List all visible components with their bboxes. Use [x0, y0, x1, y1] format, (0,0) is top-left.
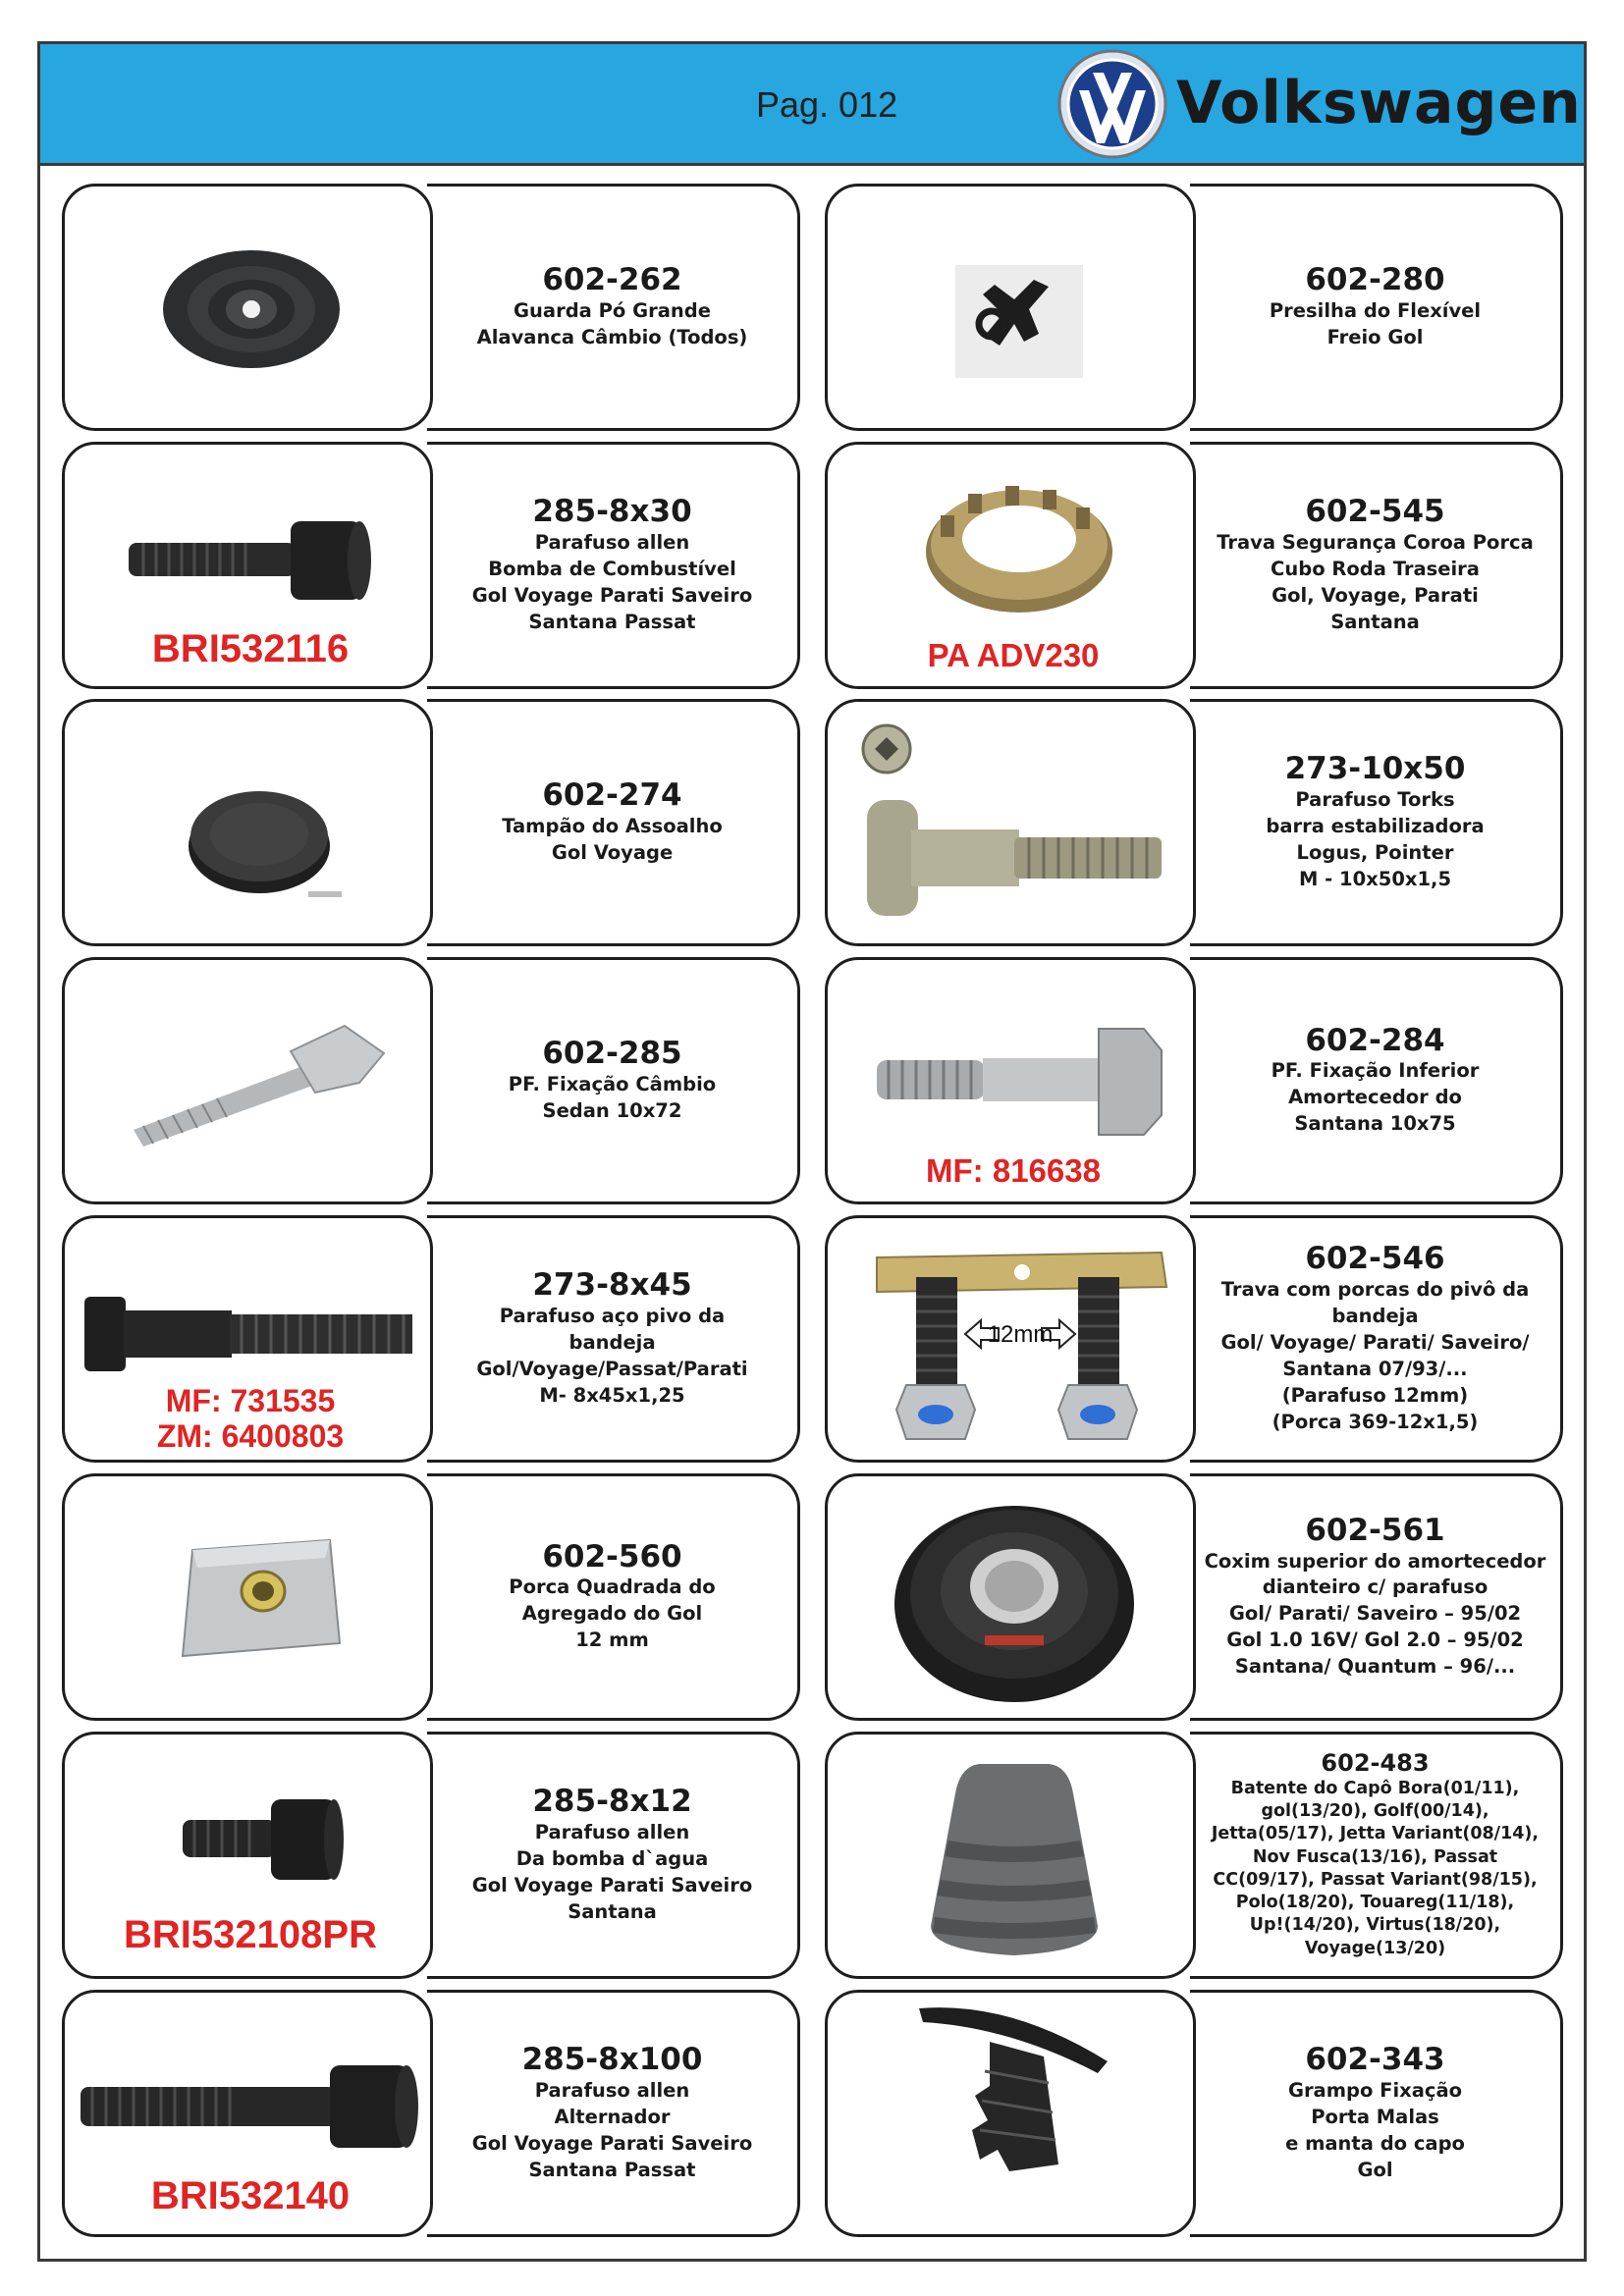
product-code: 602-274 — [542, 777, 682, 814]
product-desc-line: gol(13/20), Golf(00/14), — [1261, 1801, 1489, 1821]
product-code: 273-10x50 — [1284, 751, 1466, 787]
product-code: 602-285 — [542, 1036, 682, 1072]
product-desc-line: Bomba de Combustível — [488, 557, 736, 580]
product-desc-line: Parafuso allen — [534, 1821, 690, 1843]
product-code: 602-343 — [1305, 2042, 1445, 2078]
product-code: 602-280 — [1305, 262, 1445, 298]
product-desc-line: CC(09/17), Passat Variant(98/15), — [1213, 1869, 1538, 1890]
hex-bolt-icon — [84, 1295, 418, 1373]
product-desc-line: Da bomba d`agua — [515, 1846, 709, 1870]
product-desc-line: Gol, Voyage, Parati — [1272, 583, 1479, 607]
product-info — [1190, 957, 1563, 1204]
product-desc-line: Logus, Pointer — [1296, 840, 1454, 864]
product-desc-line: Voyage(13/20) — [1304, 1938, 1446, 1958]
product-desc-line: Gol Voyage Parati Saveiro — [471, 1873, 753, 1896]
product-info — [1190, 1990, 1563, 2237]
product-desc-line: Trava com porcas do pivô da — [1220, 1278, 1530, 1302]
reference-code: ZM: 6400803 — [156, 1418, 345, 1454]
product-card — [62, 957, 800, 1204]
product-desc-line: Polo(18/20), Touareg(11/18), — [1235, 1893, 1515, 1913]
product-desc-line: Alternador — [554, 2105, 671, 2128]
push-clip-icon — [911, 2002, 1117, 2174]
product-image — [825, 442, 1196, 689]
product-desc-line: Batente do Capô Bora(01/11), — [1230, 1778, 1520, 1798]
product-card — [825, 1215, 1563, 1463]
product-info — [427, 957, 800, 1204]
product-desc-line: Gol/ Parati/ Saveiro – 95/02 — [1228, 1602, 1522, 1626]
product-desc-line: bandeja — [568, 1330, 656, 1354]
product-desc-line: Nov Fusca(13/16), Passat — [1252, 1846, 1498, 1867]
product-desc-line: e manta do capo — [1285, 2131, 1465, 2155]
product-card — [825, 957, 1563, 1204]
product-desc-line: dianteiro c/ parafuso — [1262, 1575, 1489, 1599]
product-desc-line: Porta Malas — [1311, 2105, 1439, 2128]
product-desc-line: Guarda Pó Grande — [514, 298, 711, 322]
product-desc-line: PF. Fixação Câmbio — [508, 1072, 717, 1095]
product-info — [427, 1990, 800, 2237]
product-info — [427, 1473, 800, 1721]
product-image — [62, 1990, 433, 2237]
product-desc-line: (Porca 369-12x1,5) — [1272, 1410, 1479, 1433]
product-desc-line: Amortecedor do — [1288, 1086, 1462, 1109]
product-desc-line: Gol Voyage Parati Saveiro — [471, 583, 753, 607]
product-desc-line: Sedan 10x72 — [542, 1098, 682, 1122]
product-code: 602-561 — [1305, 1512, 1445, 1548]
product-card — [62, 184, 800, 431]
product-desc-line: M- 8x45x1,25 — [539, 1383, 685, 1407]
product-desc-line: Santana Passat — [528, 610, 696, 633]
reference-code: PA ADV230 — [927, 637, 1100, 673]
product-desc-line: Parafuso Torks — [1295, 788, 1455, 811]
product-card — [62, 699, 800, 946]
product-desc-line: Santana 10x75 — [1294, 1112, 1456, 1136]
product-image — [62, 442, 433, 689]
product-card — [62, 1990, 800, 2237]
product-info — [1190, 1473, 1563, 1721]
product-code: 602-284 — [1305, 1022, 1445, 1058]
product-image — [62, 699, 433, 946]
product-desc-line: Tampão do Assoalho — [502, 814, 723, 837]
product-desc-line: Santana Passat — [528, 2158, 696, 2181]
product-code: 602-560 — [542, 1538, 682, 1575]
product-info — [427, 442, 800, 689]
product-desc-line: 12 mm — [575, 1629, 649, 1652]
square-nut-icon — [173, 1530, 350, 1668]
product-desc-line: Cubo Roda Traseira — [1271, 557, 1480, 580]
allen-bolt-icon — [77, 2059, 430, 2153]
hex-bolt-icon — [867, 1021, 1171, 1139]
product-desc-line: M - 10x50x1,5 — [1298, 867, 1452, 890]
product-image — [825, 1215, 1196, 1463]
product-code: 602-262 — [542, 262, 682, 298]
product-desc-line: Gol — [1357, 2158, 1393, 2181]
hood-bumper-icon — [921, 1754, 1108, 1965]
brand-name: Volkswagen — [1176, 69, 1582, 137]
clip-icon — [955, 265, 1083, 378]
product-code: 602-483 — [1321, 1749, 1430, 1778]
product-desc-line: Jetta(05/17), Jetta Variant(08/14), — [1211, 1824, 1540, 1844]
product-info — [1190, 184, 1563, 431]
product-card — [825, 1473, 1563, 1721]
product-image — [825, 957, 1196, 1204]
product-info — [1190, 699, 1563, 946]
product-image — [62, 1473, 433, 1721]
product-card — [825, 1990, 1563, 2237]
product-info — [1190, 442, 1563, 689]
product-info — [1190, 1732, 1563, 1979]
product-card — [825, 699, 1563, 946]
product-info — [427, 1215, 800, 1463]
product-desc-line: Gol Voyage — [551, 840, 674, 864]
product-desc-line: Freio Gol — [1326, 325, 1424, 348]
product-image — [825, 1990, 1196, 2237]
product-card — [825, 184, 1563, 431]
product-desc-line: Porca Quadrada do — [509, 1575, 716, 1599]
product-code: 273-8x45 — [532, 1267, 692, 1304]
product-info — [427, 699, 800, 946]
product-desc-line: Up!(14/20), Virtus(18/20), — [1249, 1915, 1501, 1936]
product-image — [825, 184, 1196, 431]
product-desc-line: bandeja — [1331, 1305, 1419, 1327]
product-desc-line: (Parafuso 12mm) — [1281, 1383, 1469, 1407]
reference-code: BRI532108PR — [124, 1913, 377, 1956]
strut-mount-icon — [887, 1488, 1142, 1709]
reference-code: BRI532116 — [151, 627, 350, 670]
product-image — [62, 1215, 433, 1463]
page-number: Pag. 012 — [756, 84, 898, 125]
product-desc-line: Parafuso allen — [534, 531, 690, 554]
product-code: 285-8x30 — [532, 494, 692, 530]
product-desc-line: Parafuso aço pivo da — [499, 1305, 726, 1327]
product-code: 285-8x100 — [521, 2042, 703, 2078]
allen-bolt-icon — [119, 515, 394, 604]
product-desc-line: Trava Segurança Coroa Porca — [1217, 531, 1534, 554]
floor-plug-icon — [181, 775, 348, 903]
pivot-bolt-kit-icon — [867, 1238, 1171, 1449]
product-card — [825, 442, 1563, 689]
product-desc-line: Santana — [568, 1899, 657, 1923]
product-card — [62, 442, 800, 689]
product-desc-line: Agregado do Gol — [521, 1602, 703, 1626]
product-desc-line: Santana 07/93/... — [1282, 1357, 1468, 1380]
product-info — [427, 184, 800, 431]
product-info — [1190, 1215, 1563, 1463]
product-image — [62, 184, 433, 431]
product-desc-line: Presilha do Flexível — [1269, 298, 1482, 322]
product-desc-line: Santana/ Quantum – 96/... — [1234, 1655, 1516, 1679]
product-desc-line: Gol/Voyage/Passat/Parati — [476, 1357, 748, 1380]
image-label: 12mm — [987, 1321, 1054, 1348]
product-card — [825, 1732, 1563, 1979]
t-bolt-icon — [114, 1014, 399, 1151]
product-desc-line: Gol Voyage Parati Saveiro — [471, 2131, 753, 2155]
product-card — [62, 1215, 800, 1463]
product-desc-line: Parafuso allen — [534, 2079, 690, 2102]
product-desc-line: Grampo Fixação — [1287, 2079, 1463, 2102]
reference-code: MF: 816638 — [926, 1152, 1101, 1189]
reference-code: BRI532140 — [150, 2174, 351, 2217]
allen-bolt-icon — [173, 1795, 350, 1884]
product-desc-line: Gol/ Voyage/ Parati/ Saveiro/ — [1220, 1330, 1530, 1354]
reference-code: MF: 731535 — [165, 1383, 336, 1418]
product-desc-line: Santana — [1330, 610, 1420, 633]
product-card — [62, 1732, 800, 1979]
product-code: 602-546 — [1305, 1241, 1445, 1277]
product-info — [427, 1732, 800, 1979]
dust-boot-icon — [158, 245, 345, 373]
product-desc-line: PF. Fixação Inferior — [1271, 1059, 1480, 1083]
vw-logo-icon — [1057, 49, 1167, 159]
product-code: 602-545 — [1305, 494, 1445, 530]
product-desc-line: barra estabilizadora — [1266, 814, 1485, 837]
product-image — [825, 1473, 1196, 1721]
product-desc-line: Gol 1.0 16V/ Gol 2.0 – 95/02 — [1226, 1629, 1524, 1652]
product-code: 285-8x12 — [532, 1784, 692, 1820]
product-card — [62, 1473, 800, 1721]
product-desc-line: Alavanca Câmbio (Todos) — [476, 325, 748, 348]
torx-bolt-icon — [857, 721, 1171, 928]
product-image — [62, 957, 433, 1204]
product-image — [825, 699, 1196, 946]
castle-nut-icon — [921, 458, 1117, 620]
product-desc-line: Coxim superior do amortecedor — [1204, 1549, 1546, 1573]
product-image — [825, 1732, 1196, 1979]
product-image — [62, 1732, 433, 1979]
